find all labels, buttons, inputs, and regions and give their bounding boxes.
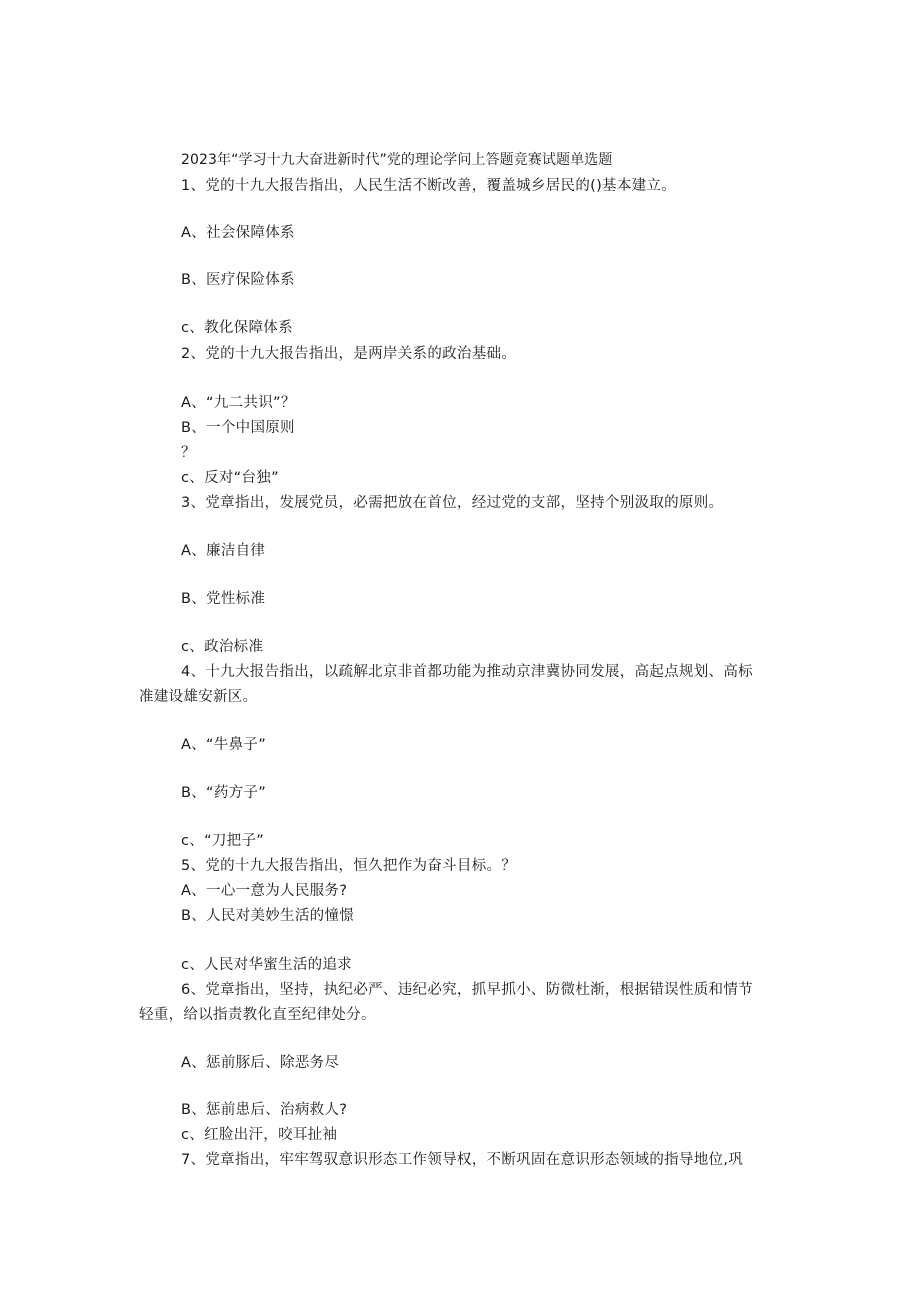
q2-option-c: c、反对“台独” <box>181 470 279 486</box>
q4-option-b: B、“药方子” <box>181 785 267 801</box>
q6-option-a: A、惩前豚后、除恶务尽 <box>181 1055 340 1071</box>
q1-option-b: B、医疗保险体系 <box>181 272 295 288</box>
question-3: 3、党章指出，发展党员，必需把放在首位，经过党的支部，坚持个别汲取的原则。 <box>181 495 724 511</box>
question-1: 1、党的十九大报告指出，人民生活不断改善，覆盖城乡居民的()基本建立。 <box>181 178 677 194</box>
stray-mark: ？ <box>181 445 196 461</box>
question-5: 5、党的十九大报告指出，恒久把作为奋斗目标。？ <box>181 858 517 874</box>
question-4-cont: 准建设雄安新区。 <box>139 689 258 705</box>
question-7: 7、党章指出，牢牢驾驭意识形态工作领导权，不断巩固在意识形态领域的指导地位,巩 <box>181 1152 744 1168</box>
question-6: 6、党章指出，坚持，执纪必严、违纪必究，抓早抓小、防微杜渐，根据错误性质和情节 <box>181 982 753 998</box>
q5-option-c: c、人民对华蜜生活的追求 <box>181 957 353 973</box>
question-2: 2、党的十九大报告指出，是两岸关系的政治基础。 <box>181 346 517 362</box>
q3-option-a: A、廉洁自律 <box>181 543 266 559</box>
q3-option-c: c、政治标准 <box>181 639 264 655</box>
q4-option-a: A、“牛鼻子” <box>181 737 267 753</box>
q5-option-b: B、人民对美妙生活的憧憬 <box>181 908 355 924</box>
q3-option-b: B、党性标准 <box>181 591 266 607</box>
q6-option-b: B、惩前患后、治病救人? <box>181 1102 348 1118</box>
q5-option-a: A、一心一意为人民服务? <box>181 883 348 899</box>
q6-option-c: c、红脸出汗，咬耳扯袖 <box>181 1127 338 1143</box>
q1-option-c: c、教化保障体系 <box>181 320 293 336</box>
q2-option-b: B、一个中国原则 <box>181 420 295 436</box>
q2-option-a: A、“九二共识”？ <box>181 395 296 411</box>
question-4: 4、十九大报告指出，以疏解北京非首都功能为推动京津冀协同发展，高起点规划、高标 <box>181 664 753 680</box>
q1-option-a: A、社会保障体系 <box>181 225 295 241</box>
question-6-cont: 轻重，给以指责教化直至纪律处分。 <box>139 1007 376 1023</box>
q4-option-c: c、“刀把子” <box>181 833 265 849</box>
document-title: 2023年“学习十九大奋进新时代”党的理论学问上答题竞赛试题单选题 <box>181 152 613 168</box>
